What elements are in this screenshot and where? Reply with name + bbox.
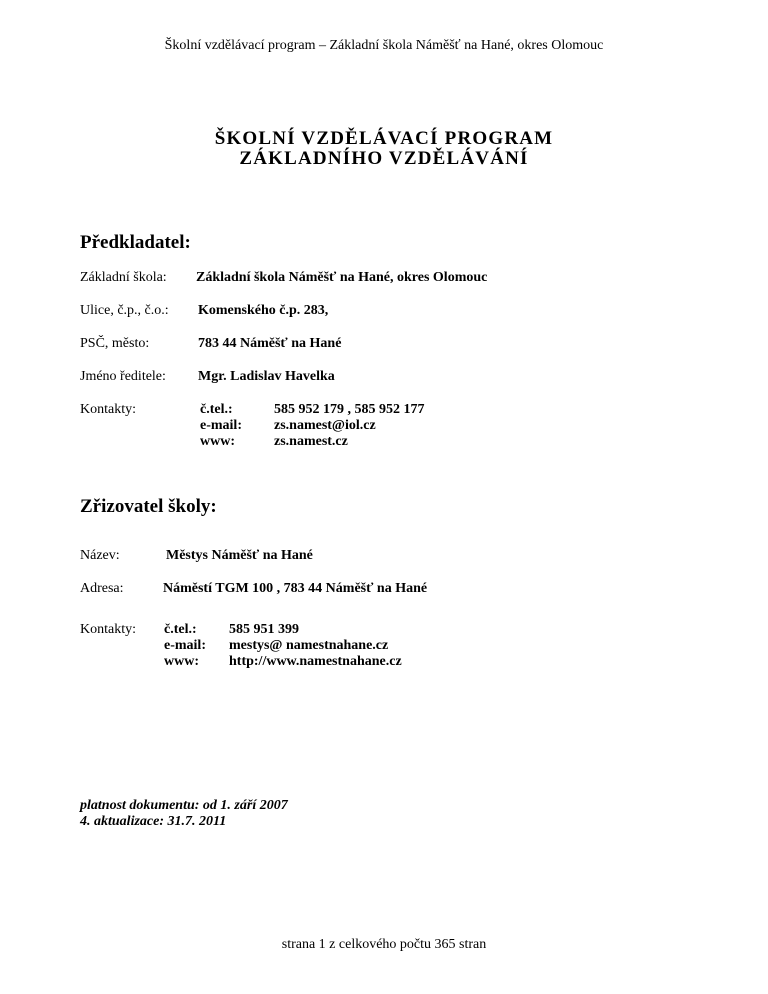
label-nazev: Název: xyxy=(80,548,120,563)
zrizovatel-contact-label-www: www: xyxy=(164,654,199,669)
value-jmeno-reditele: Mgr. Ladislav Havelka xyxy=(198,369,335,384)
label-adresa: Adresa: xyxy=(80,581,124,596)
label-kontakty-zrizovatel: Kontakty: xyxy=(80,622,136,637)
label-psc-mesto: PSČ, město: xyxy=(80,336,150,351)
note-aktualizace: 4. aktualizace: 31.7. 2011 xyxy=(80,814,227,829)
page-header: Školní vzdělávací program – Základní škola Náměšť na Hané, okres Olomouc xyxy=(164,38,604,53)
label-ulice: Ulice, č.p., č.o.: xyxy=(80,303,169,318)
zrizovatel-contact-value-email[interactable]: mestys@ namestnahane.cz xyxy=(229,638,389,653)
contact-label-www: www: xyxy=(200,434,235,449)
contact-label-email: e-mail: xyxy=(200,418,242,433)
zrizovatel-contact-label-email: e-mail: xyxy=(164,638,206,653)
document-title-line-1: ŠKOLNÍ VZDĚLÁVACÍ PROGRAM xyxy=(214,128,554,149)
zrizovatel-contact-label-tel: č.tel.: xyxy=(164,622,197,637)
zrizovatel-contact-value-www[interactable]: http://www.namestnahane.cz xyxy=(229,654,402,669)
contact-value-www[interactable]: zs.namest.cz xyxy=(274,434,348,449)
zrizovatel-contact-value-tel: 585 951 399 xyxy=(229,622,299,637)
contact-label-tel: č.tel.: xyxy=(200,402,233,417)
section-heading-predkladatel: Předkladatel: xyxy=(80,232,191,253)
label-jmeno-reditele: Jméno ředitele: xyxy=(80,369,166,384)
page-footer: strana 1 z celkového počtu 365 stran xyxy=(281,937,487,952)
label-kontakty: Kontakty: xyxy=(80,402,136,417)
note-platnost: platnost dokumentu: od 1. září 2007 xyxy=(80,798,288,813)
section-heading-zrizovatel: Zřizovatel školy: xyxy=(80,496,217,517)
contact-value-tel: 585 952 179 , 585 952 177 xyxy=(274,402,425,417)
contact-value-email[interactable]: zs.namest@iol.cz xyxy=(274,418,376,433)
value-zakladni-skola: Základní škola Náměšť na Hané, okres Olomouc xyxy=(196,270,488,285)
label-zakladni-skola: Základní škola: xyxy=(80,270,167,285)
value-adresa: Náměstí TGM 100 , 783 44 Náměšť na Hané xyxy=(163,581,428,596)
document-title-line-2: ZÁKLADNÍHO VZDĚLÁVÁNÍ xyxy=(239,148,529,169)
value-nazev: Městys Náměšť na Hané xyxy=(166,548,313,563)
value-psc-mesto: 783 44 Náměšť na Hané xyxy=(198,336,342,351)
value-ulice: Komenského č.p. 283, xyxy=(198,303,329,318)
